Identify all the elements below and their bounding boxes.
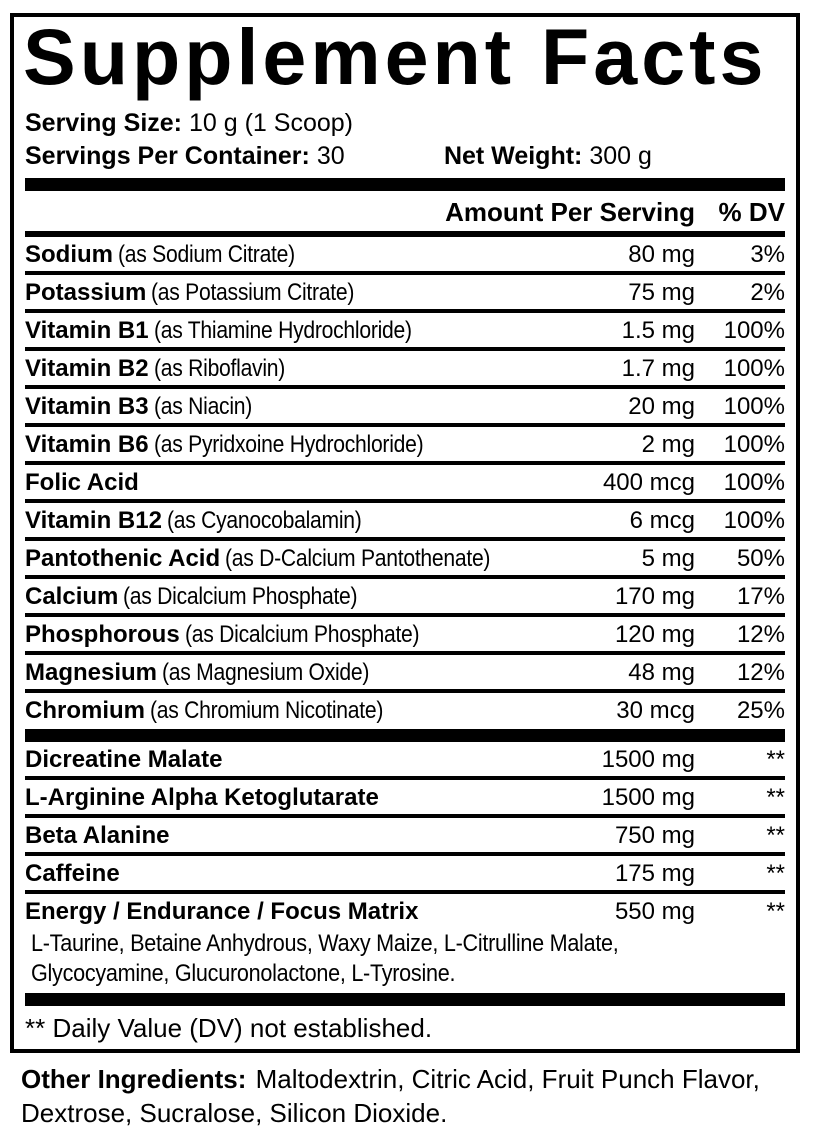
label-title: Supplement Facts bbox=[23, 12, 768, 101]
nutrient-row-sodium: Sodium (as Sodium Citrate) 80 mg 3% bbox=[25, 237, 785, 275]
serving-size-label: Serving Size: bbox=[25, 109, 182, 137]
amount-per-serving-header: Amount Per Serving bbox=[445, 197, 695, 227]
net-weight bbox=[437, 142, 652, 170]
nutrient-row-phosphorous: Phosphorous (as Dicalcium Phosphate) 120 mg 12% bbox=[25, 617, 785, 655]
other-ingredients-text: Maltodextrin, Citric Acid, Fruit Punch Flavor, Dextrose, Sucralose, Silicon Dioxide. bbox=[21, 1064, 760, 1128]
dv-footnote: ** Daily Value (DV) not established. bbox=[25, 1013, 433, 1043]
section-divider-bar bbox=[25, 178, 785, 191]
nutrient-row-vitamin-b1: Vitamin B1 (as Thiamine Hydrochloride) 1.5 mg 100% bbox=[25, 313, 785, 351]
nutrient-row-folic-acid: Folic Acid 400 mcg 100% bbox=[25, 465, 785, 503]
ingredient-row-caffeine: Caffeine 175 mg ** bbox=[25, 856, 785, 894]
section-divider-bar bbox=[25, 729, 785, 742]
net-weight-label: Net Weight: bbox=[443, 142, 583, 170]
serving-size-value: 10 g (1 Scoop) bbox=[189, 109, 353, 137]
nutrient-row-vitamin-b2: Vitamin B2 (as Riboflavin) 1.7 mg 100% bbox=[25, 351, 785, 389]
ingredient-row-arginine-akg: L-Arginine Alpha Ketoglutarate 1500 mg ** bbox=[25, 780, 785, 818]
percent-dv-header: % DV bbox=[718, 197, 785, 227]
nutrient-row-magnesium: Magnesium (as Magnesium Oxide) 48 mg 12% bbox=[25, 655, 785, 693]
other-ingredients-label: Other Ingredients: bbox=[21, 1064, 247, 1094]
energy-matrix-components: L-Taurine, Betaine Anhydrous, Waxy Maize, L-Citrulline Malate, Glycocyamine, Glucuronolactone, L-Tyrosine. bbox=[31, 930, 619, 987]
servings-net-weight-line bbox=[25, 141, 785, 172]
nutrient-row-vitamin-b3: Vitamin B3 (as Niacin) 20 mg 100% bbox=[25, 389, 785, 427]
ingredient-row-dicreatine-malate: Dicreatine Malate 1500 mg ** bbox=[25, 742, 785, 780]
nutrient-row-chromium: Chromium (as Chromium Nicotinate) 30 mcg 25% bbox=[25, 697, 785, 724]
net-weight-value: 300 g bbox=[589, 142, 652, 170]
servings-per-container bbox=[25, 141, 437, 172]
nutrient-row-vitamin-b12: Vitamin B12 (as Cyanocobalamin) 6 mcg 100% bbox=[25, 503, 785, 541]
supplement-facts-label bbox=[10, 13, 800, 1053]
nutrient-row-vitamin-b6: Vitamin B6 (as Pyridxoine Hydrochloride) 2 mg 100% bbox=[25, 427, 785, 465]
ingredient-row-energy-matrix: Energy / Endurance / Focus Matrix 550 mg ** bbox=[25, 898, 785, 925]
servings-per-container-value: 30 bbox=[316, 142, 345, 170]
other-ingredients bbox=[21, 1062, 799, 1130]
ingredient-row-beta-alanine: Beta Alanine 750 mg ** bbox=[25, 818, 785, 856]
column-header-row bbox=[25, 191, 785, 237]
section-divider-bar bbox=[25, 993, 785, 1006]
servings-per-container-label: Servings Per Container: bbox=[25, 142, 310, 170]
nutrient-row-pantothenic-acid: Pantothenic Acid (as D-Calcium Pantothenate) 5 mg 50% bbox=[25, 541, 785, 579]
nutrient-row-calcium: Calcium (as Dicalcium Phosphate) 170 mg 17% bbox=[25, 579, 785, 617]
nutrient-row-potassium: Potassium (as Potassium Citrate) 75 mg 2% bbox=[25, 275, 785, 313]
serving-size-line bbox=[25, 108, 785, 139]
energy-matrix-block bbox=[25, 894, 785, 991]
